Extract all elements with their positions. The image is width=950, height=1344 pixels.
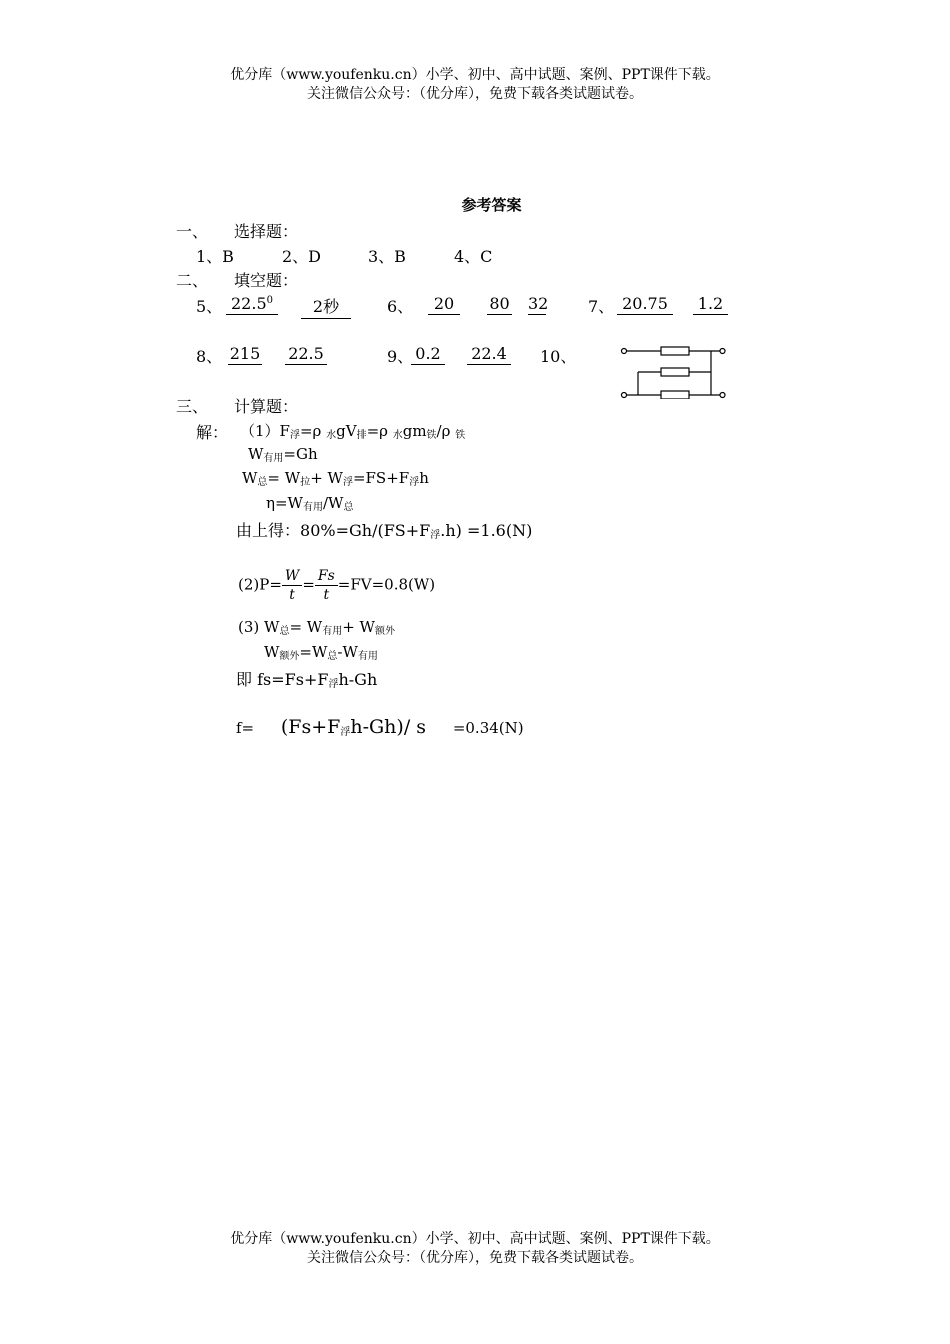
- formula-extra-work: $W_{额外}=W_总-W_{有用}$: [264, 643, 378, 662]
- resistor-middle: [661, 368, 689, 376]
- q6-answer-b: 80: [487, 294, 512, 315]
- section1-answer-1: 1、B: [196, 247, 234, 266]
- formula-friction-result: $f= (Fs+F_浮h-Gh)/$ s =0.34(N): [236, 716, 524, 738]
- resistor-top: [661, 347, 689, 355]
- q8-number: 8、: [196, 347, 223, 366]
- q7-number: 7、: [588, 297, 615, 316]
- formula-efficiency: $\eta=W_{有用}/W_总$: [266, 494, 354, 513]
- section1-answer-3: 3、B: [368, 247, 406, 266]
- q8-answer-a: 215: [229, 344, 261, 363]
- section1-answer-2: 2、D: [282, 247, 322, 266]
- section1-answer-4: 4、C: [454, 247, 493, 266]
- header-line-1: 优分库（www.youfenku.cn）小学、初中、高中试题、案例、PPT课件下载。: [230, 67, 720, 83]
- q5-answer-b: 2秒: [301, 294, 351, 319]
- formula-useful-work: $W_{有用}=Gh$: [248, 445, 318, 464]
- q5-answer-a: 22.5$^0$: [226, 294, 278, 315]
- formula-power: (2)P= $\frac{W}{t}$ = $\frac{Fs}{t}$ =FV=0.8(W): [238, 568, 436, 603]
- section1-name: 选择题：: [234, 222, 299, 241]
- q7-answer-a: 20.75: [617, 294, 673, 315]
- terminal-bottom-left: [622, 393, 627, 398]
- terminal-bottom-right: [720, 393, 725, 398]
- page-title: 参考答案: [461, 196, 522, 214]
- section3-name: 计算题：: [234, 397, 299, 416]
- q9-number: 9、: [387, 347, 414, 366]
- footer-line-1: 优分库（www.youfenku.cn）小学、初中、高中试题、案例、PPT课件下载。: [230, 1231, 720, 1247]
- q6-answer-a: 20: [428, 294, 460, 315]
- resistor-bottom: [661, 391, 689, 399]
- formula-total-sum: (3) $W_总= W_{有用}+ W_{额外}$: [238, 618, 395, 637]
- q6-answer-c: 32: [528, 294, 549, 313]
- formula-buoyancy: $(1)F_浮=\rho$ $_水gV_排=\rho$ $_水gm_铁/\rho$ $_铁$: [240, 422, 466, 441]
- q10-number: 10、: [540, 347, 577, 366]
- q9-answer-a: 0.2: [411, 344, 445, 365]
- q5-number: 5、: [196, 297, 223, 316]
- section3-label: 三、: [176, 397, 209, 416]
- section2-label: 二、: [176, 271, 209, 290]
- solution-label: 解：: [196, 423, 229, 442]
- footer-line-2: 关注微信公众号：（优分库），免费下载各类试题试卷。: [307, 1250, 643, 1266]
- q7-answer-b: 1.2: [693, 294, 728, 315]
- q9-answer-b: 22.4: [467, 344, 511, 365]
- section2-name: 填空题：: [234, 271, 299, 290]
- q6-number: 6、: [387, 297, 414, 316]
- formula-friction-work: 即 $fs=Fs+F_浮h-Gh$: [236, 670, 378, 690]
- terminal-top-left: [622, 349, 627, 354]
- formula-total-work: $W_总= W_拉+ W_浮=FS+F_浮h$: [242, 469, 429, 488]
- terminal-top-right: [720, 349, 725, 354]
- header-line-2: 关注微信公众号：（优分库），免费下载各类试题试卷。: [307, 86, 643, 102]
- formula-derived-result: 由上得：$80\%=Gh/(FS+F_浮.h) =1.6(N)$: [236, 521, 533, 541]
- section1-label: 一、: [176, 222, 209, 241]
- q10-circuit-diagram: [618, 343, 728, 399]
- q8-answer-b: 22.5: [285, 344, 327, 365]
